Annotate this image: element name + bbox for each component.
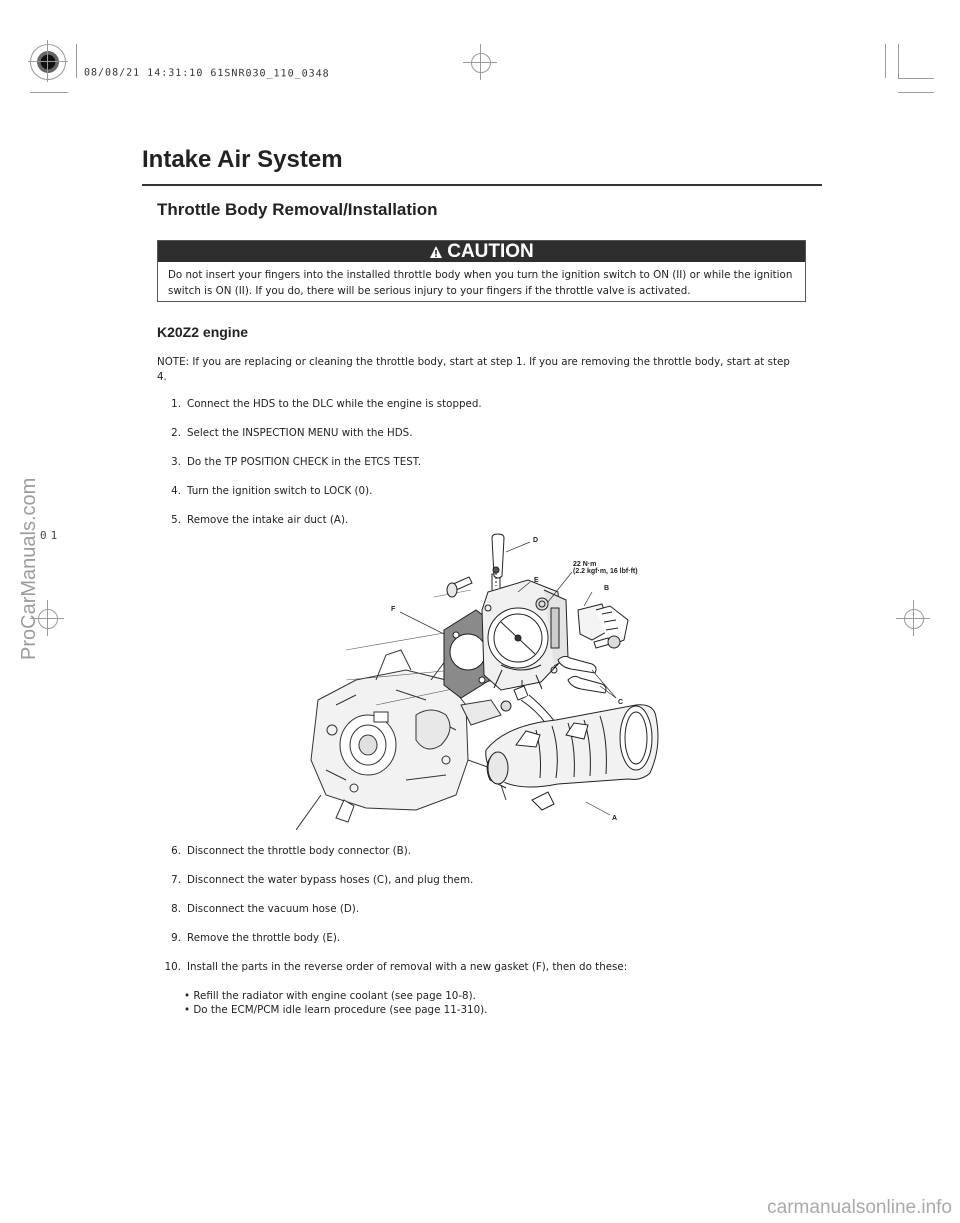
step-item: 4. Turn the ignition switch to LOCK (0).	[171, 485, 373, 497]
step-item: 1. Connect the HDS to the DLC while the engine is stopped.	[171, 398, 482, 410]
step-item: 6. Disconnect the throttle body connector (B).	[171, 845, 412, 857]
warning-icon	[429, 245, 443, 259]
procedure-note: NOTE: If you are replacing or cleaning the throttle body, start at step 1. If you are removing the throttle body, start at step 4.	[157, 356, 790, 383]
intake-air-duct-part	[486, 705, 658, 810]
bolt-drawing	[447, 577, 472, 597]
side-watermark: ProCarManuals.com	[18, 477, 40, 660]
callout-c: C	[618, 699, 624, 706]
callout-f: F	[391, 606, 396, 613]
step-item: 10. Install the parts in the reverse order of removal with a new gasket (F), then do these:	[164, 961, 628, 973]
callout-a: A	[612, 815, 618, 822]
subsection-title: Throttle Body Removal/Installation	[157, 200, 438, 219]
caution-header	[158, 241, 805, 262]
caution-text: Do not insert your fingers into the installed throttle body when you turn the ignition switch to ON (II) or while the ignition switch is ON (II). If you do, there will be serious injury to your fingers if the throttle valve is activated.	[168, 269, 793, 297]
throttle-body-illustration	[296, 530, 666, 830]
step-item: 7. Disconnect the water bypass hoses (C), and plug them.	[171, 874, 474, 886]
footer-watermark: carmanualsonline.info	[767, 1197, 952, 1218]
caution-box	[157, 240, 806, 302]
engine-heading: K20Z2 engine	[157, 324, 249, 340]
bolt-drawing	[536, 598, 548, 610]
caution-label: CAUTION	[447, 240, 534, 262]
step-item: 2. Select the INSPECTION MENU with the HDS.	[171, 427, 413, 439]
bullet-item: • Refill the radiator with engine coolant (see page 10-8).	[184, 990, 476, 1002]
page-code: 01	[40, 529, 62, 542]
callout-torque-line2: (2.2 kgf·m, 16 lbf·ft)	[573, 568, 638, 575]
step-item: 8. Disconnect the vacuum hose (D).	[171, 903, 360, 915]
callout-e: E	[534, 577, 539, 584]
torque-bolt-drawing	[594, 636, 620, 648]
bullet-item: • Do the ECM/PCM idle learn procedure (see page 11-310).	[184, 1004, 488, 1016]
step-item: 9. Remove the throttle body (E).	[171, 932, 341, 944]
callout-d: D	[533, 537, 539, 544]
callout-b: B	[604, 585, 610, 592]
callout-torque-line1: 22 N·m	[573, 561, 597, 568]
title-rule	[142, 184, 822, 186]
step-item: 5. Remove the intake air duct (A).	[171, 514, 349, 526]
print-stamp: 08/08/21 14:31:10 61SNR030_110_0348	[83, 67, 330, 80]
step-item: 3. Do the TP POSITION CHECK in the ETCS TEST.	[171, 456, 422, 468]
throttle-body-part	[482, 574, 568, 694]
section-title: Intake Air System	[142, 146, 343, 173]
